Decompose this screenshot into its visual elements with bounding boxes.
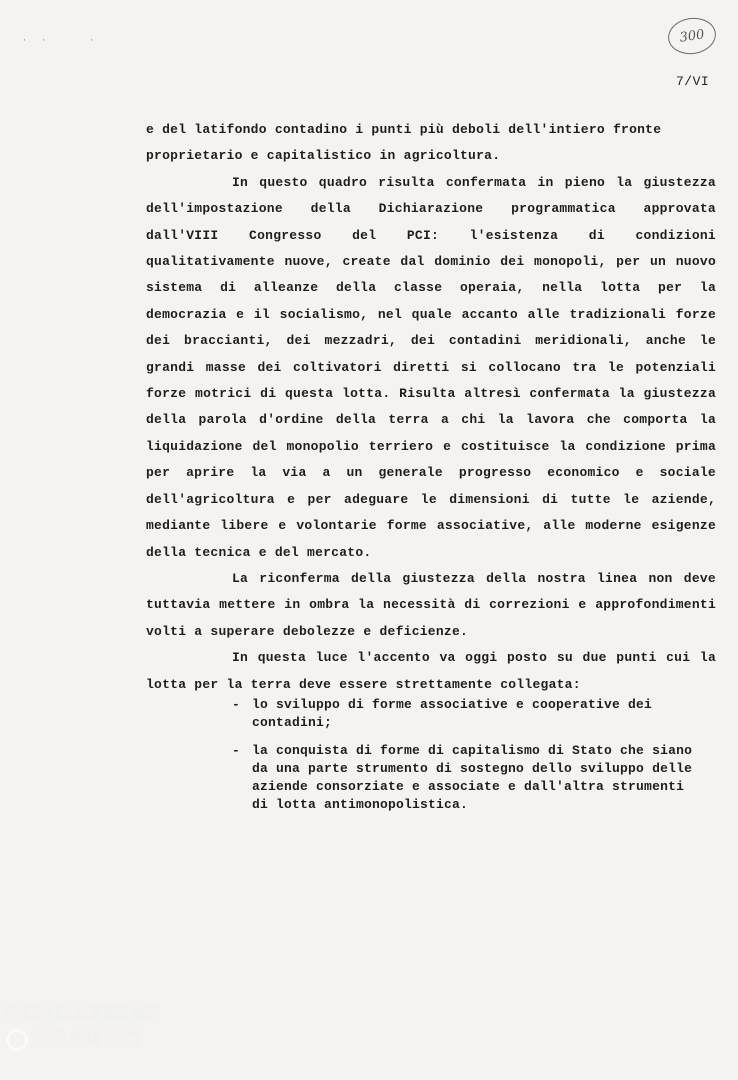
watermark-line-2 [6,1026,161,1052]
watermark-line-1: FONDAZIONE [6,1000,162,1025]
list-item-text: lo sviluppo di forme associative e cooperative dei contadini; [252,697,653,730]
dash-marker: - [232,697,241,712]
folio-number: 7/VI [676,74,710,89]
list-item [232,742,700,814]
body-text [146,117,716,698]
paragraph-3: La riconferma della giustezza della nostra linea non deve tuttavia mettere in ombra la necessità di correzioni e approfondimenti volti a superare debolezze e deficienze. [146,570,716,639]
paragraph-4: In questa luce l'accento va oggi posto su due punti cui la lotta per la terra deve essere strettamente collegata: [146,650,716,692]
watermark-logo [6,1000,161,1052]
scan-specks: · · · [22,36,95,45]
watermark-line-2-text: GRAMSCI [32,1026,143,1051]
logo-circle-icon [6,1029,28,1051]
stamp-number: 300 [678,26,706,46]
archive-stamp [666,15,719,57]
points-list [232,696,700,824]
paragraph-2: In questo quadro risulta confermata in pieno la giustezza dell'impostazione della Dichiarazione programmatica approvata dall'VIII Congresso del PCI: l'esistenza di condizioni qualitativamente nuove, create dal dominio dei monopoli, per un nuovo sistema di alleanze della classe operaia, nella lotta per la democrazia e il socialismo, nel quale accanto alle tradizionali forze dei braccianti, dei mezzadri, dei contadini meridionali, anche le grandi masse dei coltivatori diretti si collocano tra le potenziali forze motrici di questa lotta. Risulta altresì confermata la giustezza della parola d'ordine della terra a chi la lavora che comporta la liquidazione del monopolio terriero e costituisce la condizione prima per aprire la via a un generale progresso economico e sociale dell'agricoltura e per adeguare le dimensioni di tutte le aziende, mediante libere e volontarie forme associative, alle moderne esigenze della tecnica e del mercato. [146,174,716,560]
list-item-text: la conquista di forme di capitalismo di Stato che siano da una parte strumento di sostegno dello sviluppo delle aziende consorziate e associate e dall'altra strumenti di lotta antimonopolistica. [252,743,693,812]
list-item [232,696,700,732]
dash-marker: - [232,743,241,758]
paragraph-1: e del latifondo contadino i punti più deboli dell'intiero fronte proprietario e capitalistico in agricoltura. [146,122,662,164]
